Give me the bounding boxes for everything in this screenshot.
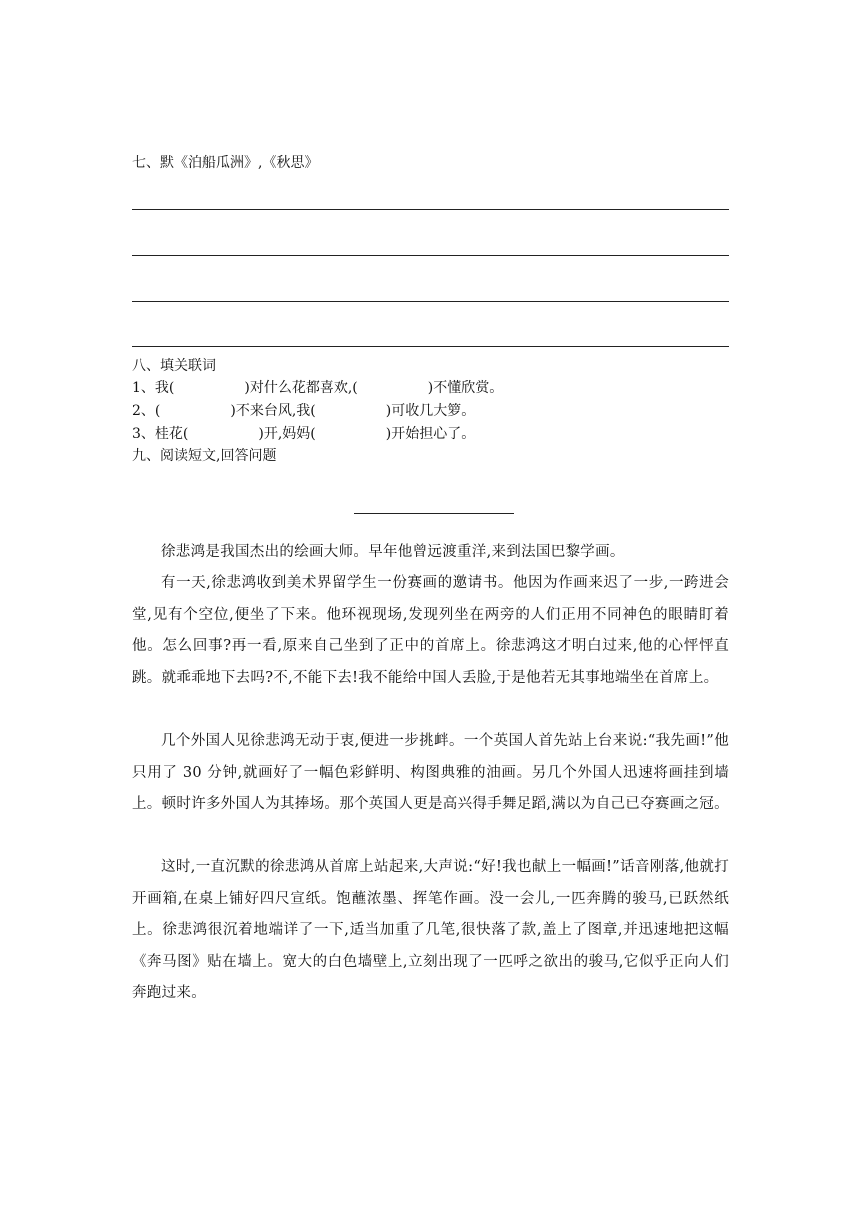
item-text-b: )不来台风,我( <box>230 403 316 419</box>
item-text-a: ( <box>154 403 161 419</box>
answer-line-1[interactable] <box>132 209 729 210</box>
passage-paragraph-4: 这时,一直沉默的徐悲鸿从首席上站起来,大声说:“好!我也献上一幅画!”话音刚落,他就打开画箱,在桌上铺好四尺宣纸。饱蘸浓墨、挥笔作画。没一会儿,一匹奔腾的骏马,已跃然纸上。徐悲鸿很沉着地端详了一下,适当加重了几笔,很快落了款,盖上了图章,并迅速地把这幅《奔马图》贴在墙上。宽大的白色墙壁上,立刻出现了一匹呼之欲出的骏马,它似乎正向人们奔跑过来。 <box>132 859 729 1001</box>
item-text-c: )可收几大箩。 <box>385 403 476 419</box>
answer-line-2[interactable] <box>132 255 729 256</box>
item-text-a: 我( <box>154 380 175 396</box>
item-number: 2、 <box>132 403 155 419</box>
item-text-b: )对什么花都喜欢,( <box>244 380 358 396</box>
answer-line-4[interactable] <box>132 346 729 347</box>
item-text-c: )开始担心了。 <box>385 426 476 442</box>
passage-paragraph-1: 徐悲鸿是我国杰出的绘画大师。早年他曾远渡重洋,来到法国巴黎学画。 <box>161 544 625 560</box>
item-text-c: )不懂欣赏。 <box>427 380 504 396</box>
passage-paragraph-2: 有一天,徐悲鸿收到美术界留学生一份赛画的邀请书。他因为作画来迟了一步,一跨进会堂,见有个空位,便坐了下来。他环视现场,发现列坐在两旁的人们正用不同神色的眼睛盯着他。怎么回事?再一看,原来自己坐到了正中的首席上。徐悲鸿这才明白过来,他的心怦怦直跳。就乖乖地下去吗?不,不能下去!我不能给中国人丢脸,于是他若无其事地端坐在首席上。 <box>132 575 729 686</box>
section7-heading: 七、默《泊船瓜洲》,《秋思》 <box>132 155 319 171</box>
item-number: 3、 <box>132 426 155 442</box>
section9-heading: 九、阅读短文,回答问题 <box>132 448 277 464</box>
item-text-a: 桂花( <box>154 426 189 442</box>
fill-item-3 <box>132 423 475 443</box>
section8-heading: 八、填关联词 <box>132 358 216 374</box>
fill-item-2 <box>132 400 475 420</box>
item-number: 1、 <box>132 380 155 396</box>
fill-item-1 <box>132 377 503 397</box>
item-text-b: )开,妈妈( <box>258 426 316 442</box>
passage-paragraph-3: 几个外国人见徐悲鸿无动于衷,便进一步挑衅。一个英国人首先站上台来说:“我先画!”他只用了 30 分钟,就画好了一幅色彩鲜明、构图典雅的油画。另几个外国人迅速将画挂到墙上。顿时许多外国人为其捧场。那个英国人更是高兴得手舞足蹈,满以为自己已夺赛画之冠。 <box>132 733 729 812</box>
passage-title-blank[interactable] <box>354 513 514 514</box>
answer-line-3[interactable] <box>132 301 729 302</box>
